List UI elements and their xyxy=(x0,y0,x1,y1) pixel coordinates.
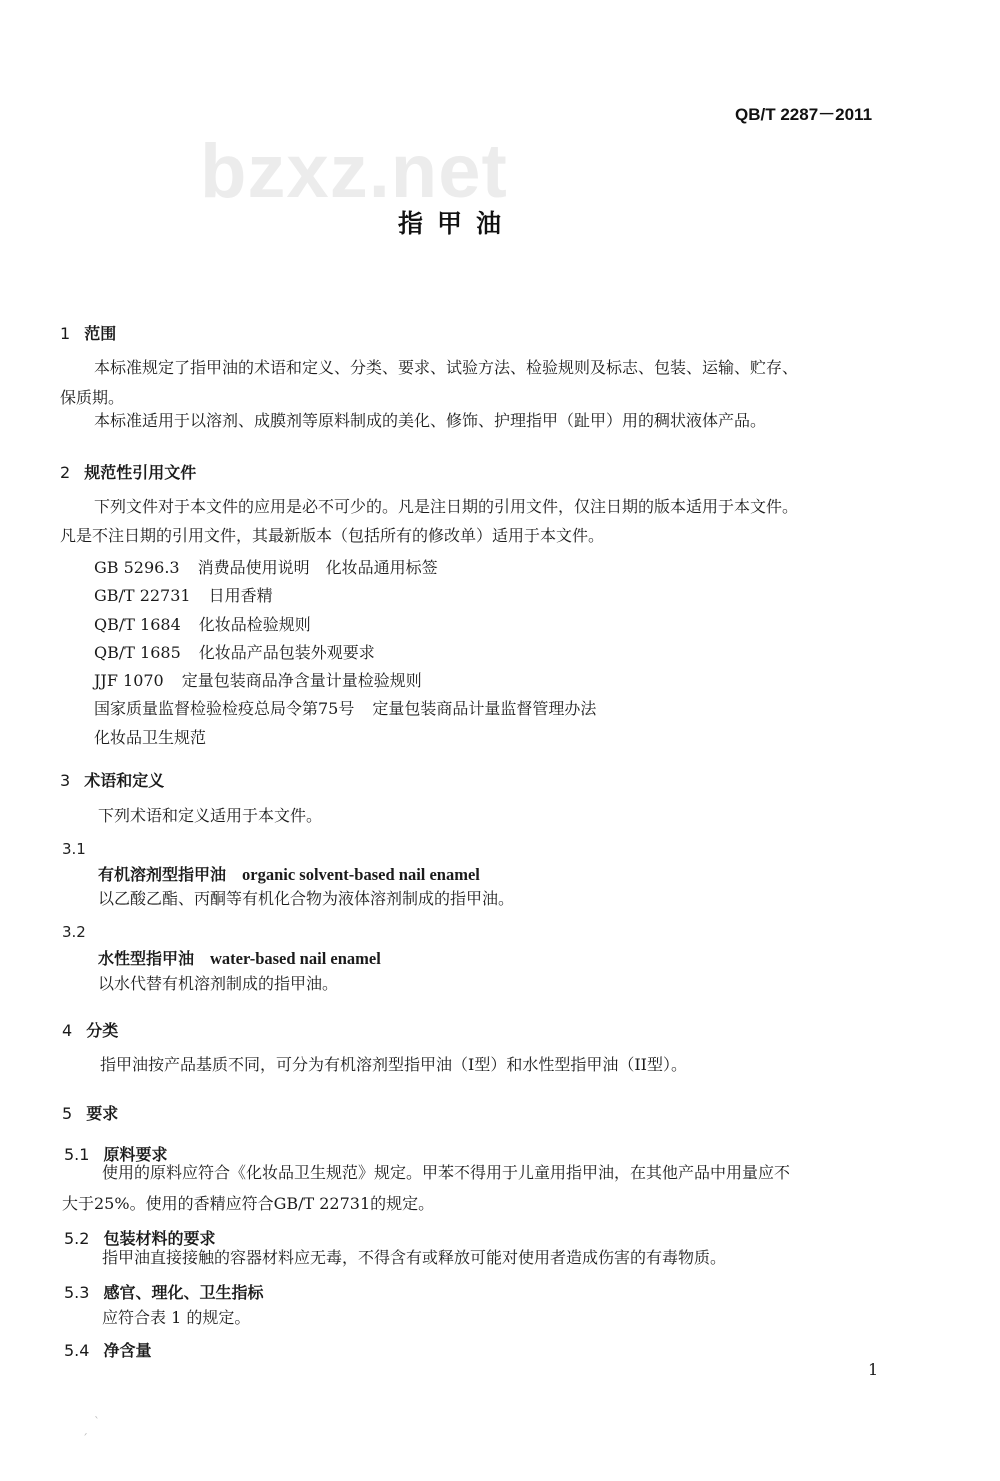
section-3-heading xyxy=(60,768,164,791)
reference-item xyxy=(94,668,422,691)
paragraph: 大于25%。使用的香精应符合GB/T 22731的规定。 xyxy=(62,1194,435,1213)
paragraph: 本标准适用于以溶剂、成膜剂等原料制成的美化、修饰、护理指甲（趾甲）用的稠状液体产品。 xyxy=(94,411,767,430)
watermark: bzxz.net xyxy=(200,129,508,214)
term-zh: 有机溶剂型指甲油 xyxy=(98,865,227,884)
reference-code: QB/T 1684 xyxy=(94,615,181,634)
subsection-heading xyxy=(64,1338,151,1361)
paragraph: 指甲油按产品基质不同，可分为有机溶剂型指甲油（I型）和水性型指甲油（II型）。 xyxy=(100,1055,687,1074)
section-title: 范围 xyxy=(84,324,117,343)
subsection-number: 5.2 xyxy=(64,1229,90,1248)
reference-item xyxy=(94,640,375,663)
standard-number: QB/T 2287－2011 xyxy=(735,105,873,124)
term-heading xyxy=(98,862,480,885)
reference-code: GB 5296.3 xyxy=(94,558,180,577)
reference-name: 化妆品产品包装外观要求 xyxy=(198,643,375,662)
subsection-title: 净含量 xyxy=(103,1341,152,1360)
document-title: 指甲油 xyxy=(398,209,516,238)
subsection-number: 5.1 xyxy=(64,1145,90,1164)
reference-name: 日用香精 xyxy=(208,586,273,605)
paragraph: 凡是不注日期的引用文件，其最新版本（包括所有的修改单）适用于本文件。 xyxy=(60,526,605,545)
term-number: 3.1 xyxy=(62,840,86,858)
reference-item xyxy=(94,555,438,578)
section-title: 术语和定义 xyxy=(84,771,165,790)
term-en: organic solvent-based nail enamel xyxy=(242,865,480,884)
section-number: 3 xyxy=(60,771,71,790)
term-definition: 以乙酸乙酯、丙酮等有机化合物为液体溶剂制成的指甲油。 xyxy=(98,889,515,908)
section-title: 分类 xyxy=(86,1021,119,1040)
subsection-number: 5.3 xyxy=(64,1283,90,1302)
scan-speck: ˋ xyxy=(94,1415,100,1429)
reference-code: QB/T 1685 xyxy=(94,643,181,662)
paragraph: 本标准规定了指甲油的术语和定义、分类、要求、试验方法、检验规则及标志、包装、运输、贮存、 xyxy=(94,358,799,377)
reference-item xyxy=(94,725,206,748)
reference-name: 消费品使用说明 化妆品通用标签 xyxy=(197,558,438,577)
section-title: 要求 xyxy=(86,1104,119,1123)
section-number: 4 xyxy=(62,1021,73,1040)
term-zh: 水性型指甲油 xyxy=(98,949,195,968)
paragraph: 指甲油直接接触的容器材料应无毒，不得含有或释放可能对使用者造成伤害的有毒物质。 xyxy=(102,1248,727,1267)
section-number: 5 xyxy=(62,1104,73,1123)
term-heading xyxy=(98,946,381,969)
section-number: 2 xyxy=(60,463,71,482)
scan-speck: ˊ xyxy=(82,1432,88,1446)
term-en: water-based nail enamel xyxy=(210,949,381,968)
subsection-number: 5.4 xyxy=(64,1341,90,1360)
paragraph: 保质期。 xyxy=(60,388,125,407)
section-title: 规范性引用文件 xyxy=(84,463,197,482)
paragraph: 使用的原料应符合《化妆品卫生规范》规定。甲苯不得用于儿童用指甲油，在其他产品中用量应不 xyxy=(102,1163,791,1182)
reference-code: 国家质量监督检验检疫总局令第75号 xyxy=(94,699,355,718)
section-1-heading xyxy=(60,321,116,344)
reference-name: 定量包装商品计量监督管理办法 xyxy=(372,699,597,718)
paragraph: 下列文件对于本文件的应用是必不可少的。凡是注日期的引用文件，仅注日期的版本适用于本文件。 xyxy=(94,497,799,516)
section-5-heading xyxy=(62,1101,118,1124)
reference-item xyxy=(94,583,273,606)
reference-code: JJF 1070 xyxy=(94,671,164,690)
reference-name: 化妆品卫生规范 xyxy=(94,728,207,747)
reference-item xyxy=(94,612,311,635)
section-2-heading xyxy=(60,460,196,483)
paragraph: 应符合表 1 的规定。 xyxy=(102,1308,251,1327)
paragraph: 下列术语和定义适用于本文件。 xyxy=(98,806,323,825)
reference-name: 化妆品检验规则 xyxy=(198,615,311,634)
term-definition: 以水代替有机溶剂制成的指甲油。 xyxy=(98,974,339,993)
reference-code: GB/T 22731 xyxy=(94,586,191,605)
section-number: 1 xyxy=(60,324,71,343)
subsection-heading xyxy=(64,1226,215,1249)
term-number: 3.2 xyxy=(62,923,86,941)
subsection-title: 包装材料的要求 xyxy=(103,1229,216,1248)
subsection-title: 原料要求 xyxy=(103,1145,168,1164)
reference-item xyxy=(94,696,596,719)
subsection-title: 感官、理化、卫生指标 xyxy=(103,1283,264,1302)
subsection-heading xyxy=(64,1280,263,1303)
reference-name: 定量包装商品净含量计量检验规则 xyxy=(181,671,422,690)
section-4-heading xyxy=(62,1018,118,1041)
page-number: 1 xyxy=(868,1360,879,1379)
